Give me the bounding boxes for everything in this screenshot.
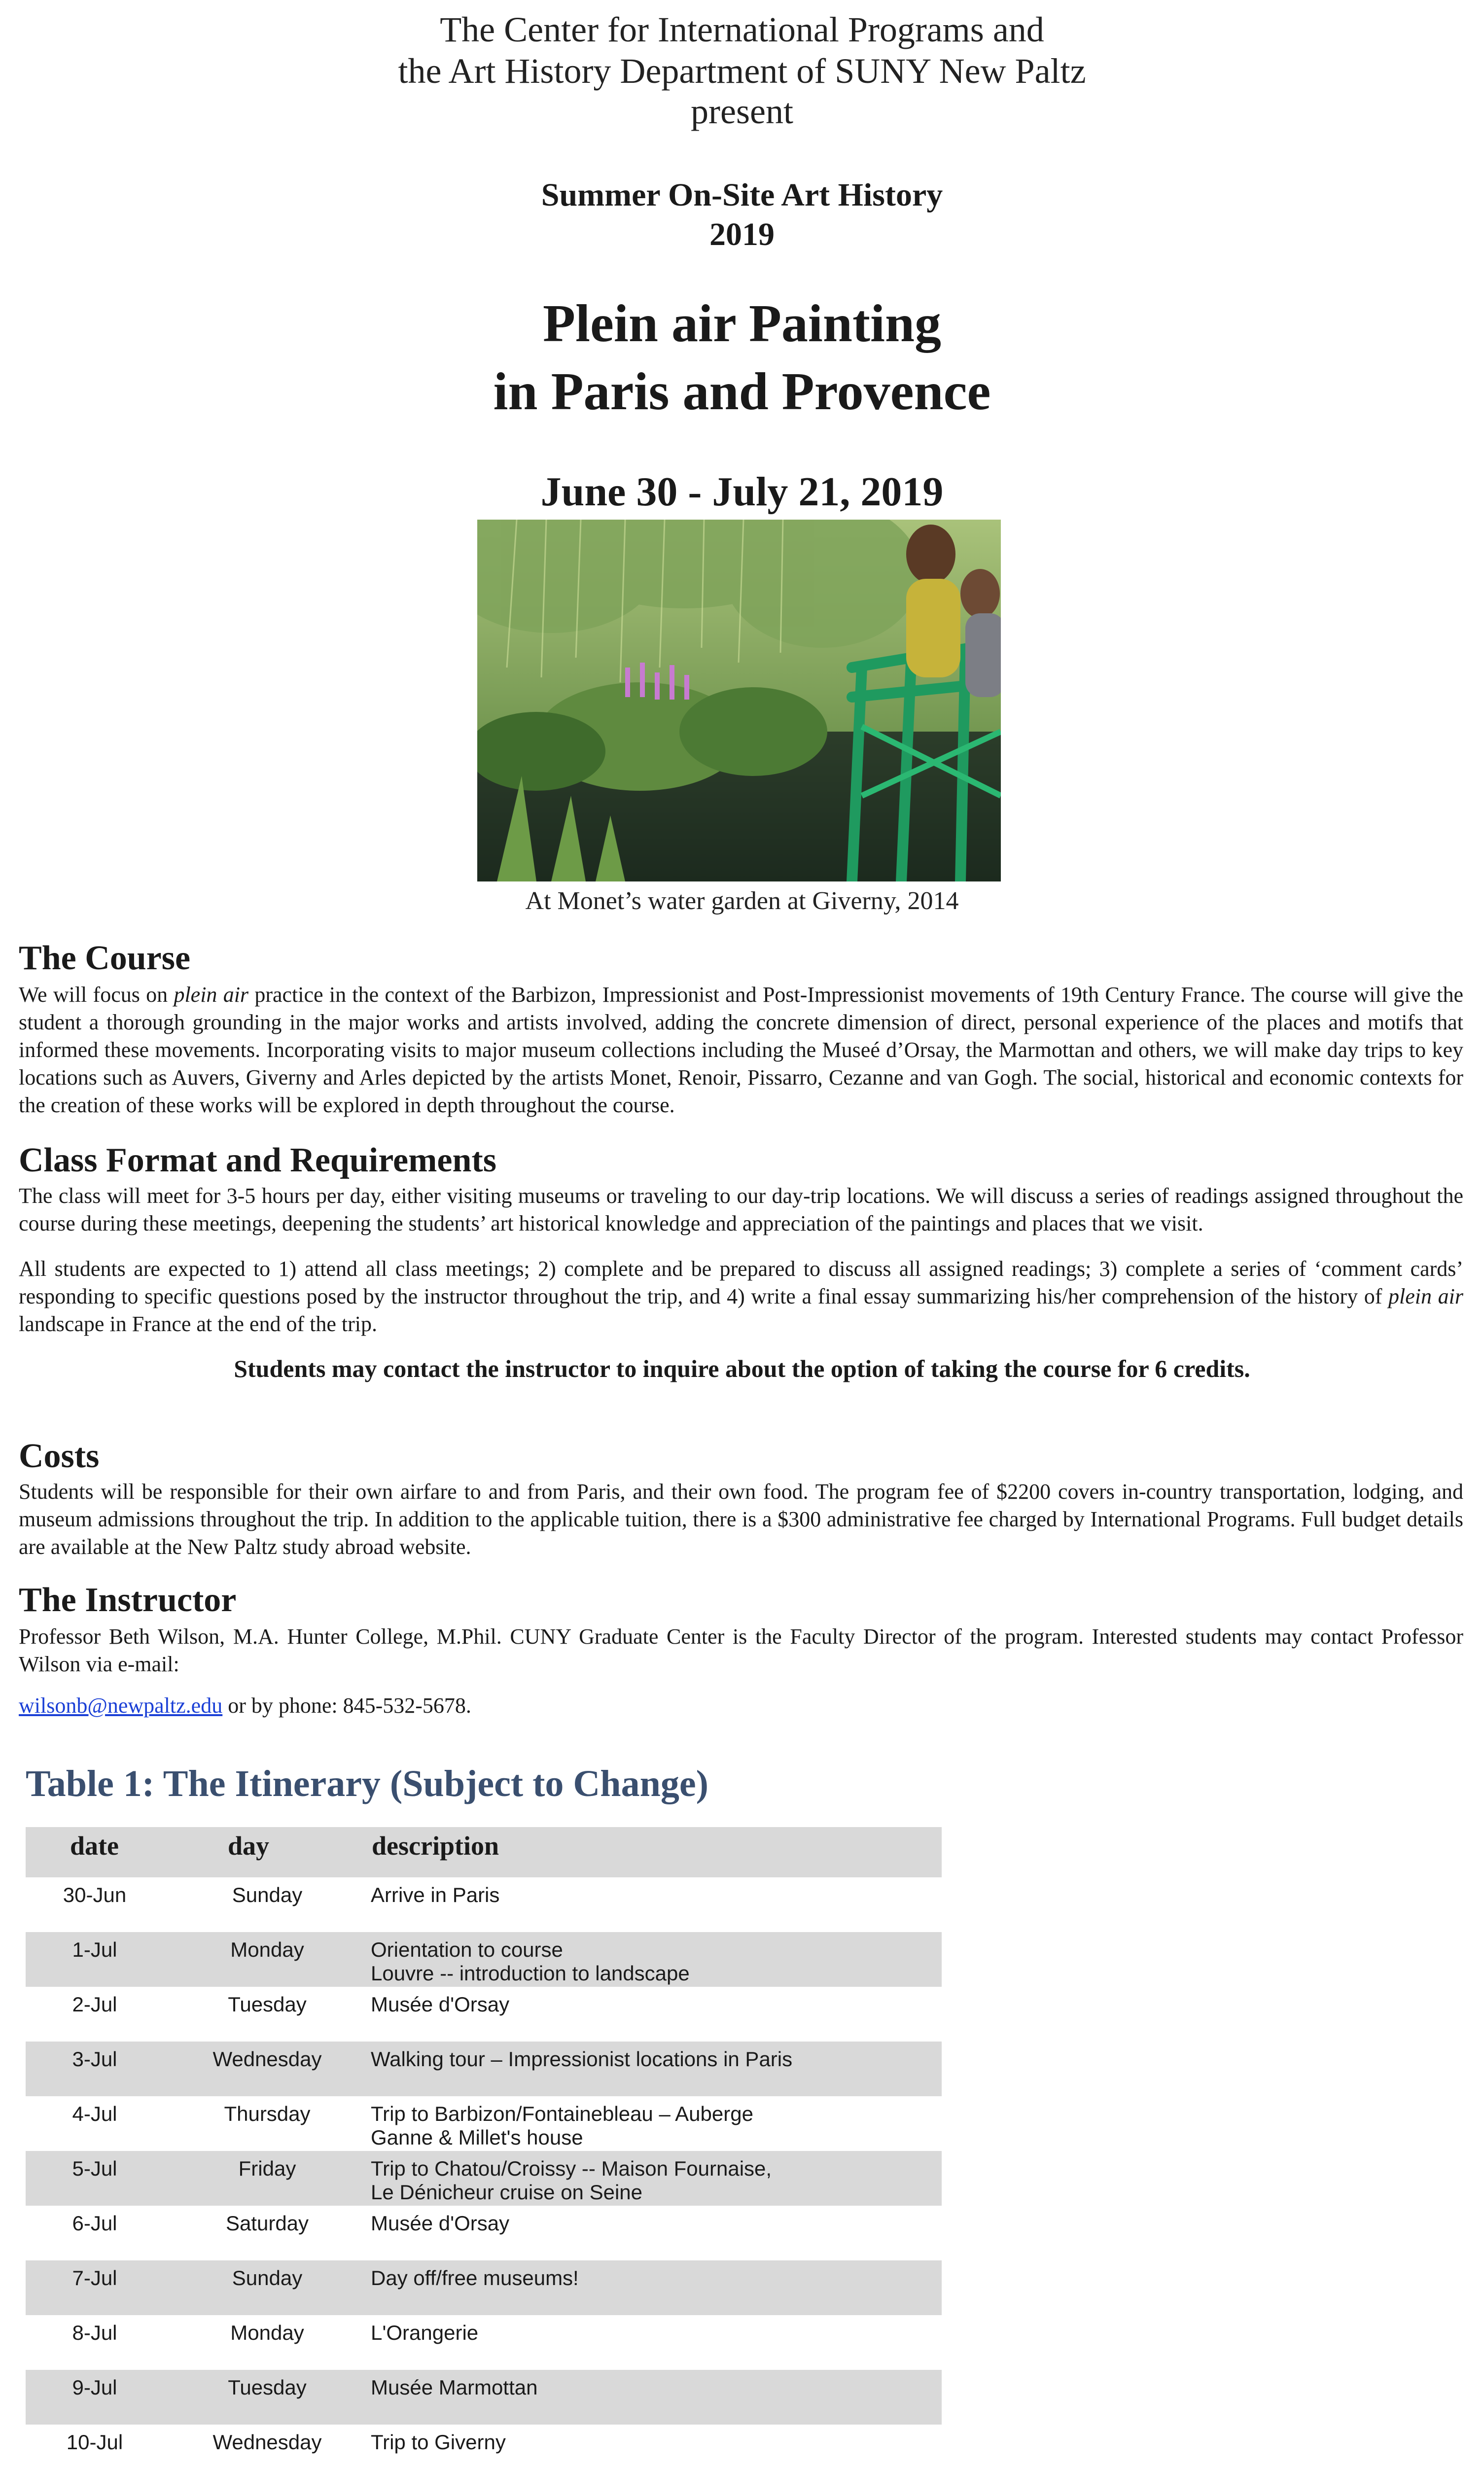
description-column-header: description [372,1831,499,1861]
date-cell: 6-Jul [72,2212,117,2235]
credits-note: Students may contact the instructor to inquire about the option of taking the course for 6 credits. [234,1355,1250,1382]
date-cell: 9-Jul [72,2376,117,2399]
description-line-1: Arrive in Paris [371,1883,500,1906]
table-row [26,2370,942,2425]
day-cell: Monday [230,1938,304,1961]
course-text-a: We will focus on [19,983,174,1007]
table-row [26,2151,942,2206]
date-cell: 8-Jul [72,2321,117,2344]
day-cell: Wednesday [212,2047,322,2071]
day-cell: Monday [230,2321,304,2344]
description-line-1: Musée d'Orsay [371,2212,510,2235]
costs-paragraph: Students will be responsible for their own airfare to and from Paris, and their own food. The program fee of $2200 covers in-country transportation, lodging, and museum admissions throughout the trip. In addition to the applicable tuition, there is a $300 administrative fee charged by International Programs. Full budget details are available at the New Paltz study abroad website. [19,1479,1463,1559]
page-title-line-2: in Paris and Provence [493,362,991,421]
date-cell: 4-Jul [72,2102,117,2125]
format-paragraph-1: The class will meet for 3-5 hours per day, either visiting museums or traveling to our day-trip locations. We will discuss a series of readings assigned throughout the course during these meetings, deepening the students’ art historical knowledge and appreciation of the paintings and places that we visit. [19,1184,1463,1235]
table-row [26,2042,942,2096]
date-cell: 30-Jun [63,1883,127,1906]
course-text-b: practice in the context of the Barbizon, Impressionist and Post-Impressionist movements of 19th Century France. The course will give the student a thorough grounding in the major works and artists involved, adding the concrete dimension of direct, personal experience of the places and motifs that informed these movements. Incorporating visits to major museum collections including the Museé d’Orsay, the Marmottan and others, we will make day trips to key locations such as Auvers, Giverny and Arles depicted by the artists Monet, Renoir, Pissarro, Cezanne and van Gogh. The social, historical and economic contexts for the creation of these works will be explored in depth throughout the course. [19,983,1463,1117]
itinerary-table [26,1827,942,2465]
day-cell: Friday [238,2157,296,2180]
description-cell [371,2212,938,2235]
instructor-email-link[interactable]: wilsonb@newpaltz.edu [19,1693,223,1718]
page-title-line-1: Plein air Painting [542,294,942,353]
presenter-line-3: present [691,92,793,131]
table-row [26,2260,942,2315]
description-line-1: Orientation to course [371,1938,563,1961]
instructor-heading: The Instructor [19,1581,237,1619]
table-row [26,1987,942,2042]
program-subtitle: Summer On-Site Art History [541,177,943,213]
description-cell [371,2047,938,2071]
program-dates: June 30 - July 21, 2019 [540,469,944,515]
format-text-a: All students are expected to 1) attend all class meetings; 2) complete and be prepared to discuss all assigned readings; 3) complete a series of ‘comment cards’ responding to specific questions posed by the instructor throughout the trip, and 4) write a final essay summarizing his/her comprehension of the history of [19,1257,1463,1308]
presenter-line-2: the Art History Department of SUNY New Paltz [398,51,1086,91]
date-cell: 7-Jul [72,2266,117,2289]
table-header-row [26,1827,942,1877]
description-line-1: Walking tour – Impressionist locations in Paris [371,2047,793,2071]
day-cell: Wednesday [212,2430,322,2454]
description-line-1: Day off/free museums! [371,2266,579,2289]
description-line-2: Louvre -- introduction to landscape [371,1962,690,1985]
description-cell [371,1993,938,2016]
photo-caption: At Monet’s water garden at Giverny, 2014 [525,887,959,915]
date-cell: 5-Jul [72,2157,117,2180]
description-cell [371,1938,938,1985]
description-line-2: Le Dénicheur cruise on Seine [371,2181,643,2204]
description-line-2: Ganne & Millet's house [371,2126,583,2149]
instructor-phone: or by phone: 845-532-5678. [222,1693,471,1718]
day-cell: Tuesday [228,1993,307,2016]
description-cell [371,2266,938,2290]
description-line-1: Trip to Giverny [371,2430,506,2454]
presenter-line-1: The Center for International Programs and [440,10,1044,49]
table-row [26,1877,942,1932]
description-cell [371,2102,938,2149]
date-cell: 3-Jul [72,2047,117,2071]
table-body [26,1877,942,2465]
course-paragraph [19,981,1463,1119]
table-row [26,2425,942,2465]
date-cell: 2-Jul [72,1993,117,2016]
day-column-header: day [228,1831,270,1861]
course-text-em: plein air [174,983,249,1007]
program-year: 2019 [709,216,775,252]
giverny-photo [477,520,1001,881]
description-cell [371,1883,938,1907]
description-cell [371,2376,938,2399]
description-cell [371,2321,938,2345]
date-cell: 1-Jul [72,1938,117,1961]
format-paragraph-2 [19,1255,1463,1338]
course-heading: The Course [19,939,191,977]
day-cell: Sunday [232,2266,303,2289]
date-cell: 10-Jul [66,2430,123,2454]
description-cell [371,2430,938,2454]
format-text-em: plein air [1388,1284,1464,1308]
description-line-1: L'Orangerie [371,2321,479,2344]
date-column-header: date [70,1831,119,1861]
description-cell [371,2157,938,2204]
costs-heading: Costs [19,1437,100,1475]
description-line-1: Trip to Chatou/Croissy -- Maison Fournaise, [371,2157,772,2180]
day-cell: Sunday [232,1883,303,1906]
table-row [26,2315,942,2370]
table-row [26,2206,942,2260]
description-line-1: Musée d'Orsay [371,1993,510,2016]
instructor-paragraph: Professor Beth Wilson, M.A. Hunter College, M.Phil. CUNY Graduate Center is the Faculty Director of the program. Interested students may contact Professor Wilson via e-mail: [19,1624,1463,1676]
description-line-1: Musée Marmottan [371,2376,538,2399]
day-cell: Thursday [224,2102,311,2125]
itinerary-title: Table 1: The Itinerary (Subject to Change) [26,1763,708,1804]
day-cell: Saturday [225,2212,309,2235]
description-line-1: Trip to Barbizon/Fontainebleau – Auberge [371,2102,753,2125]
day-cell: Tuesday [228,2376,307,2399]
table-row [26,2096,942,2151]
format-text-b: landscape in France at the end of the trip. [19,1312,377,1336]
contact-line [19,1692,1463,1720]
format-heading: Class Format and Requirements [19,1141,496,1179]
table-row [26,1932,942,1987]
